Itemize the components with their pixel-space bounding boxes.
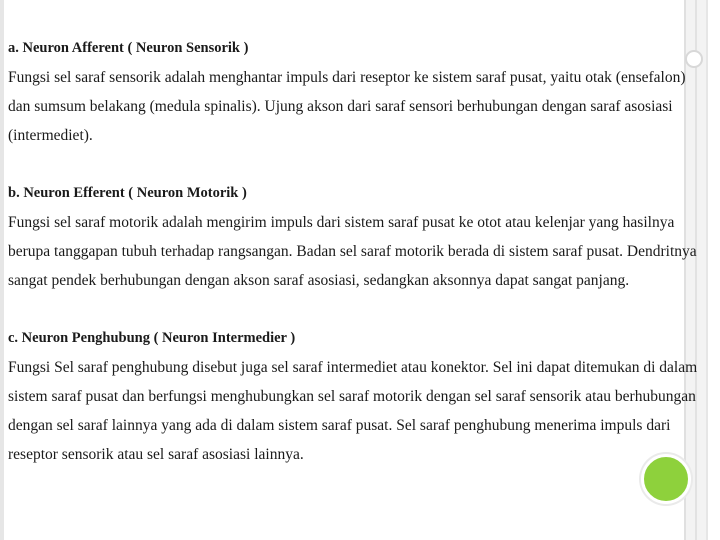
section-title: c. Neuron Penghubung ( Neuron Intermedier ) bbox=[8, 330, 296, 346]
section-body: Fungsi sel saraf sensorik adalah menghantar impuls dari reseptor ke sistem saraf pusat, yaitu otak (ensefalon) dan sumsum belakang (medula spinalis). Ujung akson dari saraf sensori berhubungan dengan saraf asosiasi (intermediet). bbox=[8, 69, 686, 144]
section-efferent-neuron bbox=[8, 179, 708, 295]
slide-content bbox=[8, 34, 708, 498]
section-intermediate-neuron bbox=[8, 324, 708, 469]
section-title: a. Neuron Afferent ( Neuron Sensorik ) bbox=[8, 40, 249, 56]
section-body: Fungsi sel saraf motorik adalah mengirim impuls dari sistem saraf pusat ke otot atau kelenjar yang hasilnya berupa tanggapan tubuh terhadap rangsangan. Badan sel saraf motorik berada di sistem saraf pusat. Dendritnya sangat pendek berhubungan dengan akson saraf asosiasi, sedangkan aksonnya dapat sangat panjang. bbox=[8, 214, 697, 289]
section-body: Fungsi Sel saraf penghubung disebut juga sel saraf intermediet atau konektor. Sel ini dapat ditemukan di dalam sistem saraf pusat dan berfungsi menghubungkan sel saraf motorik dengan sel saraf sensorik atau berhubungan dengan sel saraf lainnya yang ada di dalam sistem saraf pusat. Sel saraf penghubung menerima impuls dari reseptor sensorik atau sel saraf asosiasi lainnya. bbox=[8, 359, 698, 463]
left-border-rule bbox=[0, 0, 4, 540]
section-afferent-neuron bbox=[8, 34, 708, 150]
section-title: b. Neuron Efferent ( Neuron Motorik ) bbox=[8, 185, 247, 201]
